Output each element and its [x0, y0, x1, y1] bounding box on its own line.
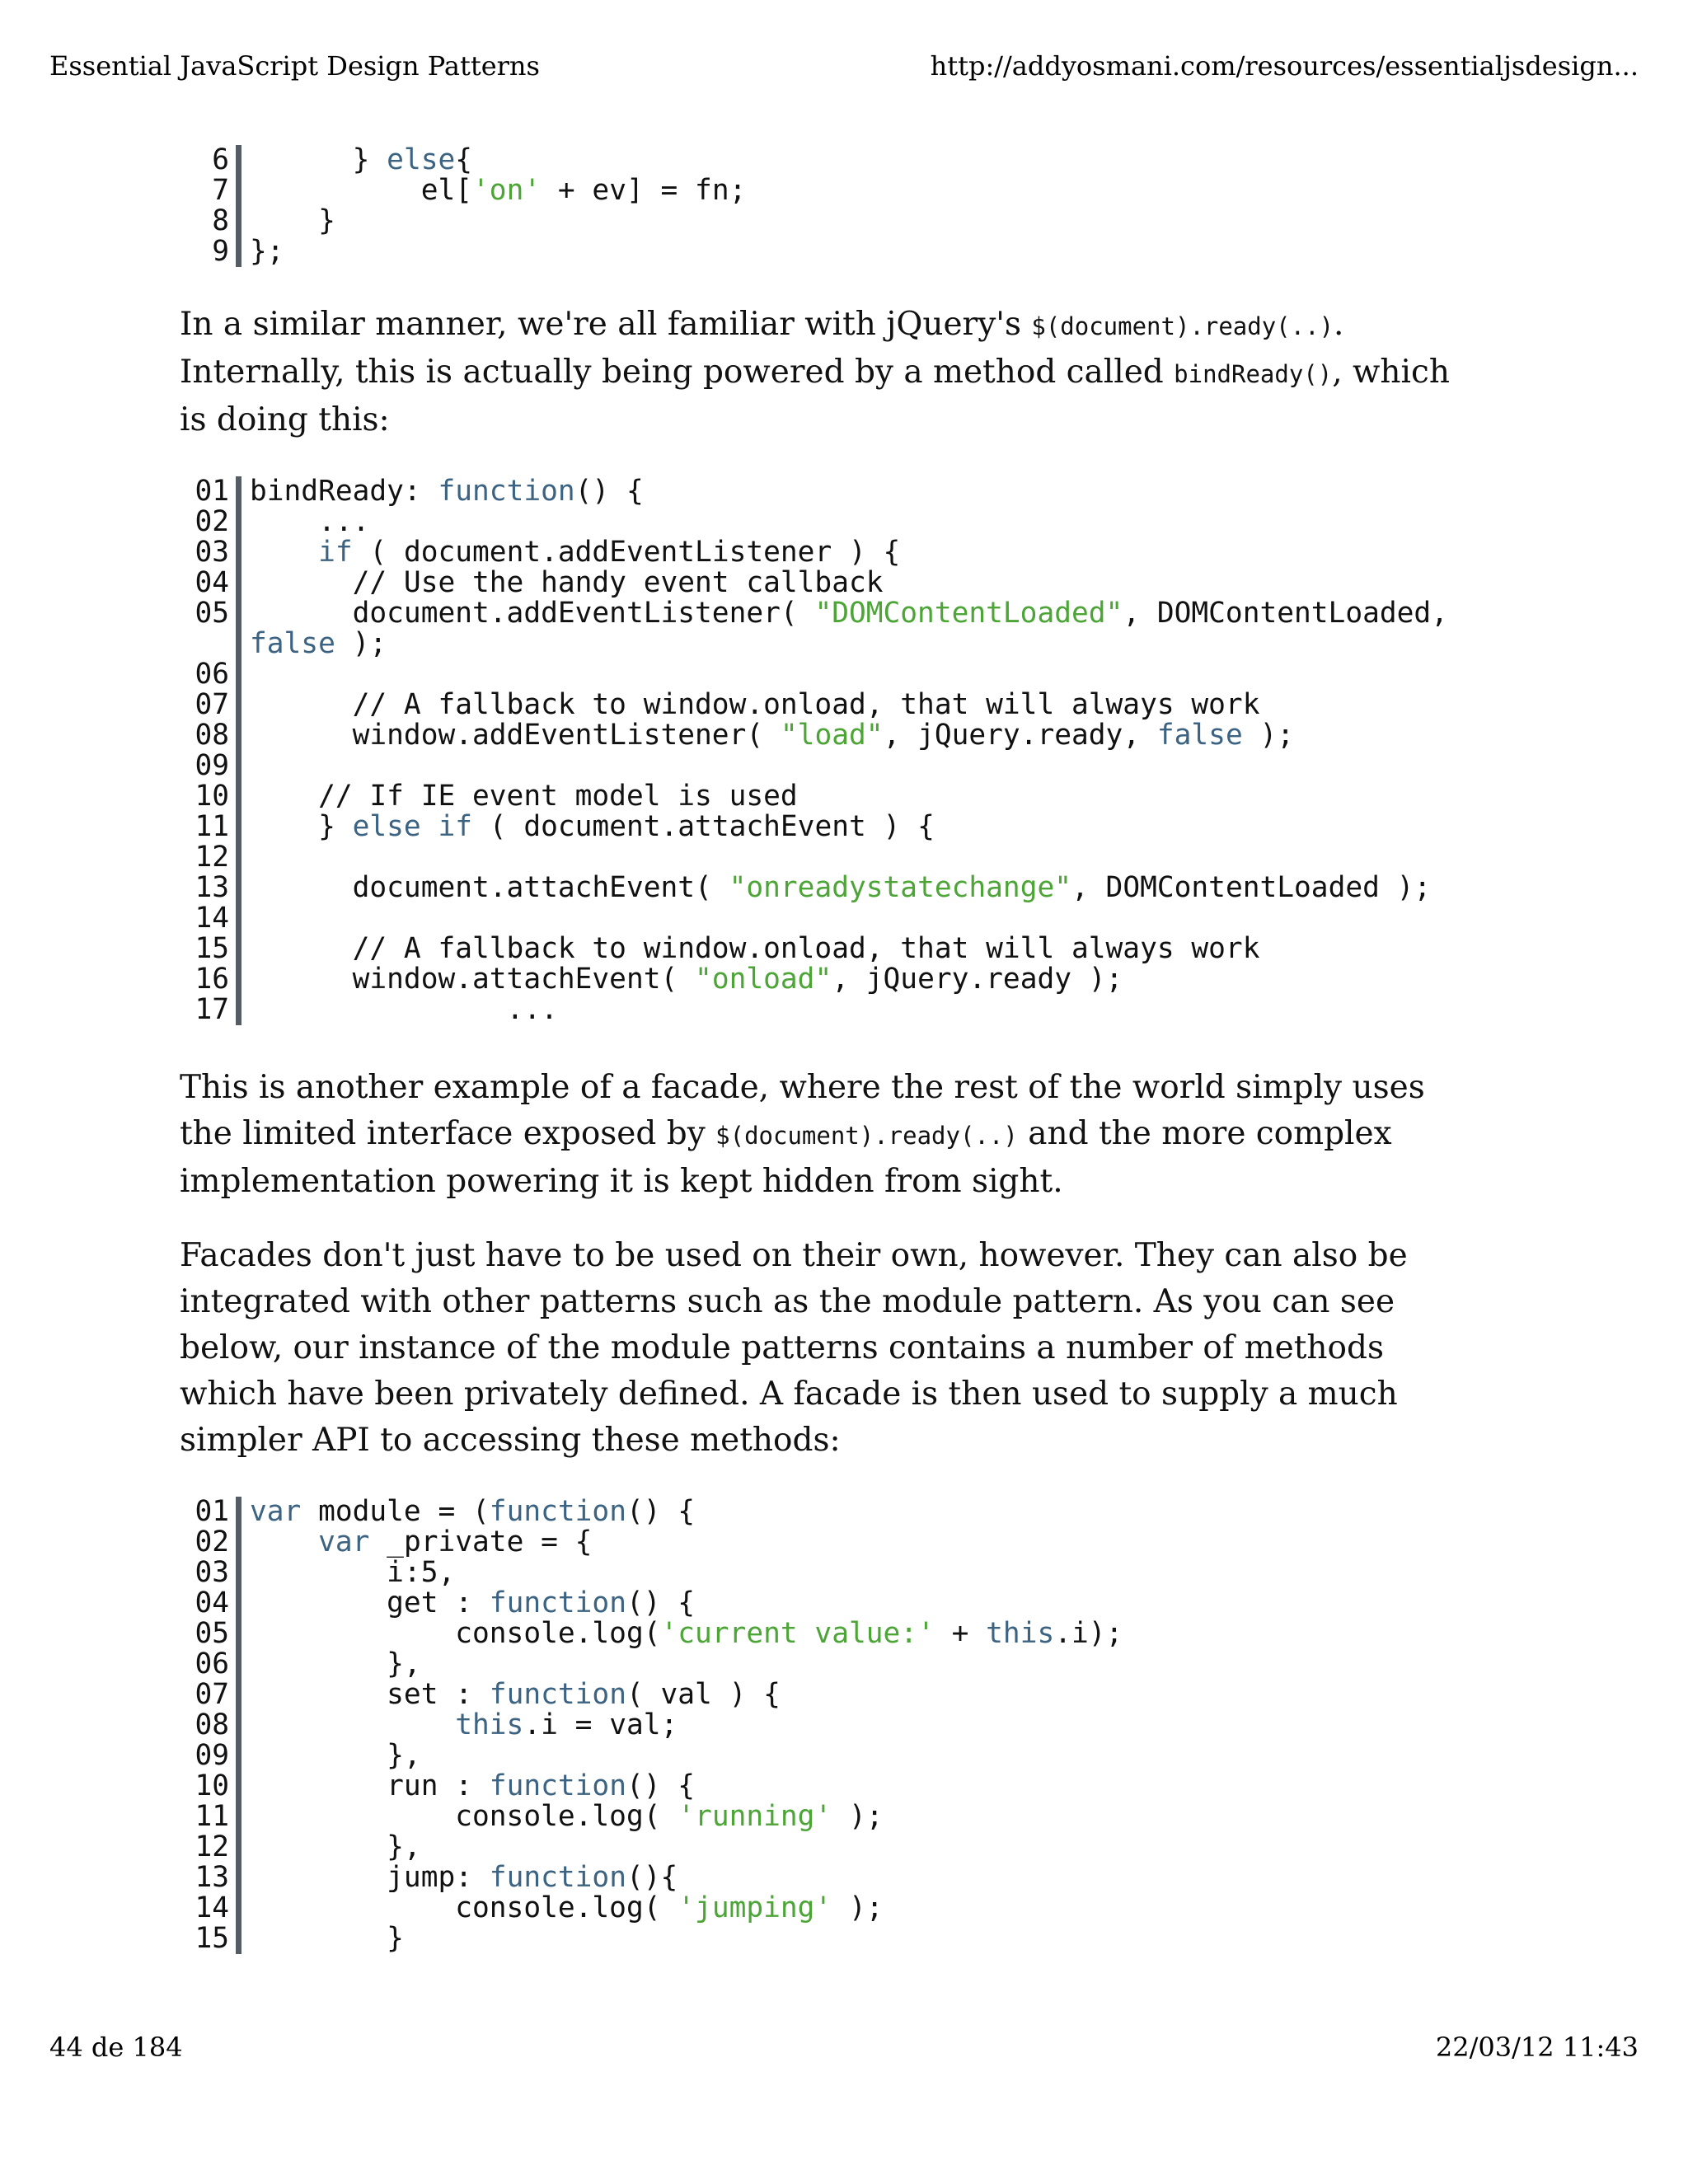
line-number: 12 — [195, 841, 229, 874]
code-line: ... — [250, 505, 370, 538]
code-line: window.addEventListener( "load", jQuery.ready, false ); — [250, 719, 1295, 752]
code-block-2 — [180, 476, 1448, 1025]
line-number: 12 — [195, 1830, 229, 1863]
code-lines — [241, 476, 1448, 1025]
code-line — [250, 751, 1448, 781]
code-line: } — [250, 204, 335, 237]
code-line: }, — [250, 1739, 421, 1772]
line-number: 16 — [195, 963, 229, 996]
paragraph-module-pattern — [180, 1233, 1482, 1464]
code-line: jump: function(){ — [250, 1861, 678, 1894]
paragraph-text: This is another example of a facade, where the rest of the world simply uses the limited interface exposed by — [180, 1069, 1425, 1152]
line-number-gutter — [180, 145, 241, 267]
paragraph-text: and the more complex implementation powering it is kept hidden from sight. — [180, 1115, 1392, 1200]
line-number: 04 — [195, 566, 229, 599]
code-line: if ( document.addEventListener ) { — [318, 536, 901, 569]
line-number: 07 — [195, 1678, 229, 1711]
line-number: 02 — [195, 505, 229, 538]
code-line: window.attachEvent( "onload", jQuery.ready ); — [250, 963, 1123, 996]
inline-code: $(document).ready(..) — [1031, 312, 1334, 340]
line-number: 10 — [195, 780, 229, 813]
code-line: }, — [250, 1647, 421, 1680]
paragraph-facade-example — [180, 1065, 1482, 1205]
code-line: // If IE event model is used — [250, 780, 798, 813]
line-number: 04 — [195, 1586, 229, 1619]
page-header — [49, 49, 1639, 82]
line-number: 09 — [195, 1739, 229, 1772]
document-url[interactable]: http://addyosmani.com/resources/essentialjsdesign... — [930, 50, 1639, 82]
code-line: var _private = { — [318, 1526, 593, 1558]
line-number: 14 — [195, 902, 229, 935]
paragraph-text: . Internally, this is actually being powered by a method called — [180, 306, 1344, 391]
code-line: false ); — [250, 627, 387, 660]
code-line — [250, 659, 1448, 690]
code-line: }; — [250, 235, 284, 268]
line-number-gutter — [180, 1497, 241, 1954]
line-number: 15 — [195, 1922, 229, 1955]
code-line: // Use the handy event callback — [250, 566, 884, 599]
code-line: this.i = val; — [455, 1708, 678, 1741]
code-line: } else if ( document.attachEvent ) { — [250, 810, 935, 843]
code-line — [250, 903, 1448, 934]
code-lines — [241, 145, 746, 267]
line-number: 06 — [195, 658, 229, 691]
code-line: } — [250, 1922, 404, 1955]
code-line: bindReady: function() { — [250, 475, 644, 508]
code-line: get : function() { — [250, 1586, 696, 1619]
code-line: ... — [250, 993, 558, 1026]
page-footer — [49, 2031, 1639, 2064]
code-line: set : function( val ) { — [250, 1678, 781, 1711]
line-number: 02 — [195, 1526, 229, 1558]
code-lines — [241, 1497, 1123, 1954]
line-number — [180, 629, 229, 659]
line-number: 13 — [195, 871, 229, 904]
code-line: var module = (function() { — [250, 1495, 696, 1528]
code-line: // A fallback to window.onload, that will always work — [250, 688, 1260, 721]
code-line: i:5, — [250, 1556, 456, 1589]
code-line: }, — [250, 1830, 421, 1863]
line-number: 07 — [195, 688, 229, 721]
code-line: console.log( 'running' ); — [250, 1800, 884, 1833]
code-line: console.log('current value:' + this.i); — [250, 1617, 1123, 1650]
code-line: document.attachEvent( "onreadystatechange", DOMContentLoaded ); — [250, 871, 1432, 904]
line-number: 17 — [195, 993, 229, 1026]
line-number: 6 — [212, 143, 229, 176]
code-block-1 — [180, 145, 746, 267]
line-number: 06 — [195, 1647, 229, 1680]
paragraph-bindready-intro — [180, 302, 1482, 443]
line-number: 15 — [195, 932, 229, 965]
paragraph-text: Facades don't just have to be used on their own, however. They can also be integrated with other patterns such as the module pattern. As you can see below, our instance of the module patterns contains a number of methods which have been privately defined. A facade is then used to supply a much simpler API to accessing these methods: — [180, 1237, 1408, 1459]
line-number: 11 — [195, 810, 229, 843]
code-line: el['on' + ev] = fn; — [250, 174, 747, 207]
code-block-3 — [180, 1497, 1123, 1954]
code-line: document.addEventListener( "DOMContentLoaded", DOMContentLoaded, — [250, 597, 1448, 630]
code-line: } else{ — [250, 143, 473, 176]
line-number-gutter — [180, 476, 241, 1025]
line-number: 7 — [212, 174, 229, 207]
document-title: Essential JavaScript Design Patterns — [49, 50, 540, 82]
inline-code: $(document).ready(..) — [715, 1122, 1018, 1150]
code-line: console.log( 'jumping' ); — [250, 1891, 884, 1924]
code-line: // A fallback to window.onload, that will always work — [250, 932, 1260, 965]
line-number: 08 — [195, 719, 229, 752]
line-number: 8 — [212, 204, 229, 237]
code-line: run : function() { — [250, 1769, 696, 1802]
paragraph-text: , which is doing this: — [180, 354, 1450, 438]
line-number: 9 — [212, 235, 229, 268]
inline-code: bindReady() — [1174, 360, 1333, 388]
line-number: 08 — [195, 1708, 229, 1741]
line-number: 01 — [195, 475, 229, 508]
print-datetime: 22/03/12 11:43 — [1435, 2032, 1639, 2063]
line-number: 03 — [195, 1556, 229, 1589]
page-number: 44 de 184 — [49, 2032, 183, 2063]
line-number: 03 — [195, 536, 229, 569]
line-number: 05 — [195, 1617, 229, 1650]
line-number: 09 — [195, 749, 229, 782]
line-number: 14 — [195, 1891, 229, 1924]
line-number: 11 — [195, 1800, 229, 1833]
paragraph-text: In a similar manner, we're all familiar with jQuery's — [180, 306, 1032, 343]
code-line — [250, 842, 1448, 873]
line-number: 05 — [195, 597, 229, 630]
line-number: 10 — [195, 1769, 229, 1802]
line-number: 01 — [195, 1495, 229, 1528]
line-number: 13 — [195, 1861, 229, 1894]
